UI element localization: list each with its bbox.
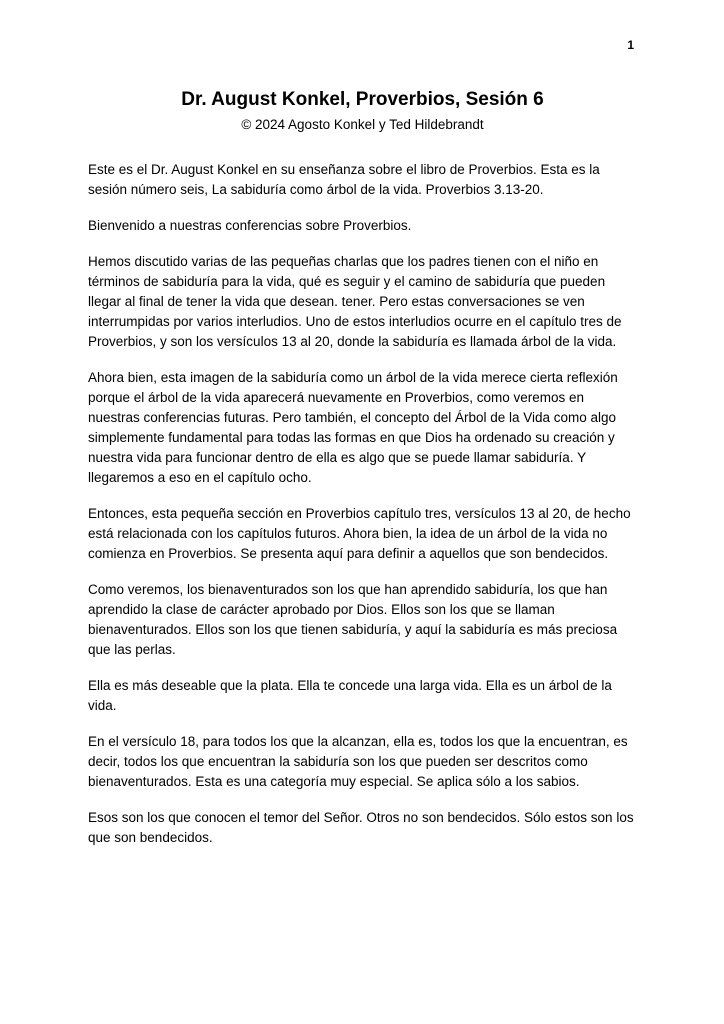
paragraph-more-desirable: Ella es más deseable que la plata. Ella te concede una larga vida. Ella es un árbol de la vida.	[88, 678, 612, 713]
paragraph-section-context: Entonces, esta pequeña sección en Proverbios capítulo tres, versículos 13 al 20, de hecho está relacionada con los capítulos futuros. Ahora bien, la idea de un árbol de la vida no comienza en Proverbios. Se presenta aquí para definir a aquellos que son bendecidos.	[88, 506, 631, 561]
paragraph-blessed-ones: Como veremos, los bienaventurados son los que han aprendido sabiduría, los que han aprendido la clase de carácter aprobado por Dios. Ellos son los que se llaman bienaventurados. Ellos son los que tienen sabiduría, y aquí la sabiduría es más preciosa que las perlas.	[88, 582, 618, 657]
copyright-line: © 2024 Agosto Konkel y Ted Hildebrandt	[241, 117, 484, 132]
paragraph-tree-of-life-reflection: Ahora bien, esta imagen de la sabiduría como un árbol de la vida merece cierta reflexión porque el árbol de la vida aparecerá nuevamente en Proverbios, como veremos en nuestras conferencias futuras. Pero también, el concepto del Árbol de la Vida como algo simplemente fundamental para todas las formas en que Dios ha ordenado su creación y nuestra vida para funcionar dentro de ella es algo que se puede llamar sabiduría. Y llegaremos a eso en el capítulo ocho.	[88, 370, 618, 485]
page-number: 1	[627, 38, 634, 52]
document-body	[88, 160, 637, 848]
paragraph-interludes: Hemos discutido varias de las pequeñas charlas que los padres tienen con el niño en términos de sabiduría para la vida, qué es seguir y el camino de sabiduría que pueden llegar al final de tener la vida que desean. tener. Pero estas conversaciones se ven interrumpidas por varios interludios. Uno de estos interludios ocurre en el capítulo tres de Proverbios, y son los versículos 13 al 20, donde la sabiduría es llamada árbol de la vida.	[88, 254, 622, 349]
paragraph-verse-18: En el versículo 18, para todos los que la alcanzan, ella es, todos los que la encuentran, es decir, todos los que encuentran la sabiduría son los que pueden ser descritos como bienaventurados. Esta es una categoría muy especial. Se aplica sólo a los sabios.	[88, 734, 628, 789]
paragraph-intro-session: Este es el Dr. August Konkel en su enseñanza sobre el libro de Proverbios. Esta es la sesión número seis, La sabiduría como árbol de la vida. Proverbios 3.13-20.	[88, 162, 600, 197]
document-title: Dr. August Konkel, Proverbios, Sesión 6	[181, 89, 544, 110]
paragraph-welcome: Bienvenido a nuestras conferencias sobre Proverbios.	[88, 218, 412, 233]
paragraph-fear-of-lord: Esos son los que conocen el temor del Señor. Otros no son bendecidos. Sólo estos son los que son bendecidos.	[88, 810, 634, 845]
